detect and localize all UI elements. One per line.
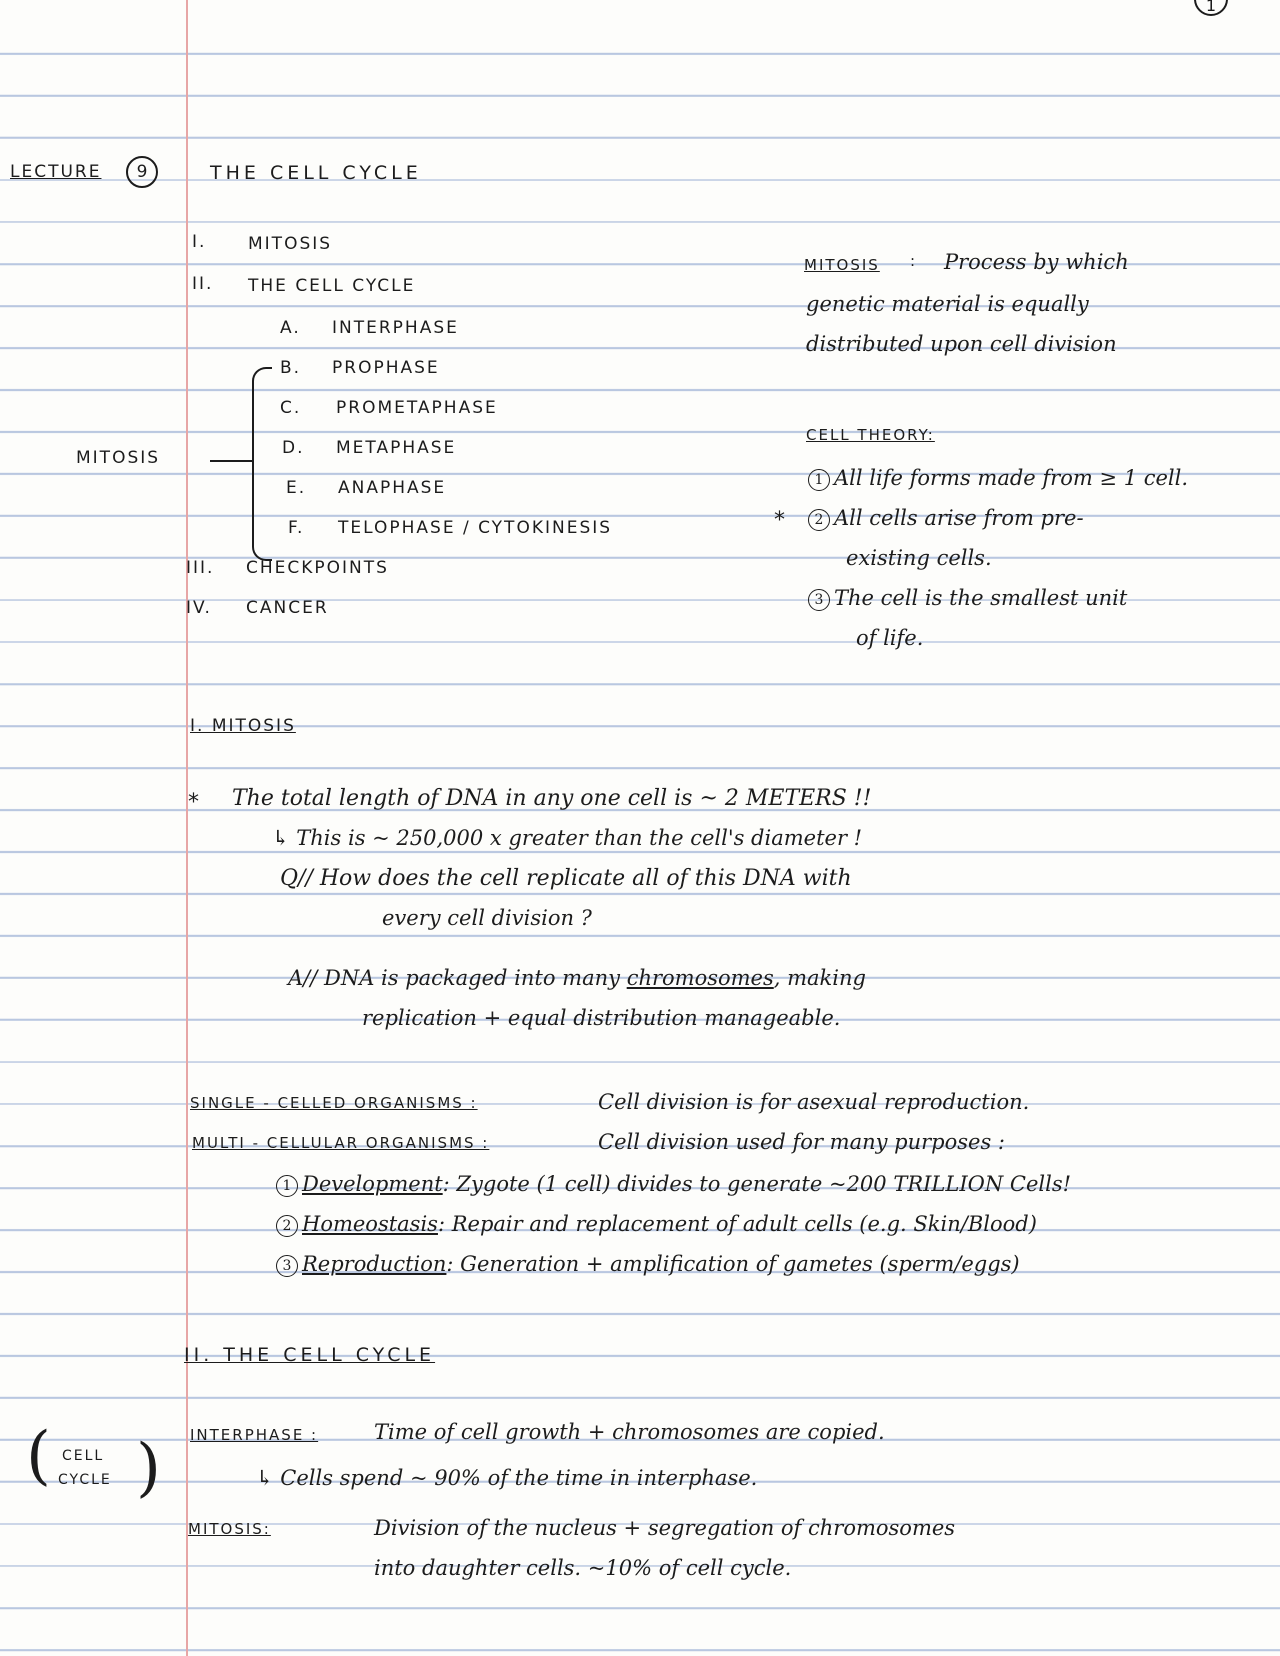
multi-cellular-label: MULTI - CELLULAR ORGANISMS :	[192, 1134, 490, 1152]
cycle-open-paren: (	[26, 1419, 51, 1493]
lecture-label: LECTURE	[10, 162, 102, 182]
purpose-item: 3 Reproduction: Generation + amplification of gametes (sperm/eggs)	[276, 1252, 1020, 1277]
purpose-item: 2 Homeostasis: Repair and replacement of adult cells (e.g. Skin/Blood)	[276, 1212, 1037, 1237]
star-icon: *	[188, 790, 199, 815]
outline-numeral: II.	[192, 274, 214, 294]
phase-letter: F.	[288, 518, 305, 538]
phase-brace	[252, 367, 272, 561]
cell-cycle-side-label: CYCLE	[58, 1472, 112, 1488]
mitosis-def-line: Process by which	[944, 250, 1129, 274]
phase-item: PROPHASE	[332, 358, 440, 378]
star-icon: *	[774, 508, 785, 533]
section1-question: Q// How does the cell replicate all of this DNA with	[280, 866, 852, 891]
interphase-label: INTERPHASE :	[190, 1426, 319, 1444]
margin-line	[186, 0, 188, 1656]
lecture-title: THE CELL CYCLE	[210, 162, 422, 184]
lecture-number: 9	[126, 156, 158, 188]
phase-item: METAPHASE	[336, 438, 457, 458]
mitosis-def-line: genetic material is equally	[806, 292, 1089, 316]
section1-question-cont: every cell division ?	[382, 906, 592, 930]
cycle-close-paren: )	[136, 1431, 161, 1505]
phase-letter: D.	[282, 438, 305, 458]
single-celled-text: Cell division is for asexual reproduction.	[598, 1090, 1030, 1114]
mitosis-text-cont: into daughter cells. ~10% of cell cycle.	[374, 1556, 792, 1580]
section2-heading: II. THE CELL CYCLE	[184, 1344, 436, 1366]
phase-letter: C.	[280, 398, 302, 418]
phase-item: PROMETAPHASE	[336, 398, 498, 418]
cell-theory-item-cont: existing cells.	[846, 546, 992, 570]
cell-theory-item-cont: of life.	[856, 626, 924, 650]
mitosis-brace-label: MITOSIS	[76, 448, 161, 468]
outline-item: CANCER	[246, 598, 329, 618]
cell-theory-item: 1 All life forms made from ≥ 1 cell.	[808, 466, 1188, 491]
section1-answer: A// DNA is packaged into many chromosomes, making	[288, 966, 866, 990]
section1-line: ↳ This is ~ 250,000 x greater than the cell's diameter !	[272, 826, 863, 850]
phase-item: INTERPHASE	[332, 318, 459, 338]
phase-letter: B.	[280, 358, 302, 378]
mitosis-text: Division of the nucleus + segregation of chromosomes	[374, 1516, 956, 1540]
phase-letter: E.	[286, 478, 307, 498]
mitosis-def-line: distributed upon cell division	[806, 332, 1117, 356]
outline-numeral: I.	[192, 232, 207, 252]
page-number: 1	[1194, 0, 1228, 16]
multi-cellular-text: Cell division used for many purposes :	[598, 1130, 1005, 1154]
cell-theory-title: CELL THEORY:	[806, 426, 935, 444]
cell-theory-item: 3 The cell is the smallest unit	[808, 586, 1127, 611]
phase-item: ANAPHASE	[338, 478, 447, 498]
section1-heading: I. MITOSIS	[190, 716, 296, 736]
outline-numeral: III.	[186, 558, 215, 578]
phase-letter: A.	[280, 318, 301, 338]
cell-theory-item: 2 All cells arise from pre-	[808, 506, 1084, 531]
interphase-sub: ↳ Cells spend ~ 90% of the time in interphase.	[256, 1466, 758, 1490]
interphase-text: Time of cell growth + chromosomes are copied.	[374, 1420, 885, 1444]
cell-cycle-side-label: CELL	[62, 1448, 105, 1464]
section1-answer-cont: replication + equal distribution manageable.	[362, 1006, 841, 1030]
single-celled-label: SINGLE - CELLED ORGANISMS :	[190, 1094, 478, 1112]
section1-line: The total length of DNA in any one cell is ~ 2 METERS !!	[232, 786, 872, 811]
mitosis-label: MITOSIS:	[188, 1520, 271, 1538]
purpose-item: 1 Development: Zygote (1 cell) divides to generate ~200 TRILLION Cells!	[276, 1172, 1071, 1197]
outline-numeral: IV.	[186, 598, 212, 618]
phase-item: TELOPHASE / CYTOKINESIS	[338, 518, 613, 538]
outline-item: THE CELL CYCLE	[248, 276, 416, 296]
outline-item: MITOSIS	[248, 234, 333, 254]
mitosis-term: MITOSIS	[804, 256, 880, 274]
brace-arrow	[210, 460, 252, 462]
outline-item: CHECKPOINTS	[246, 558, 389, 578]
